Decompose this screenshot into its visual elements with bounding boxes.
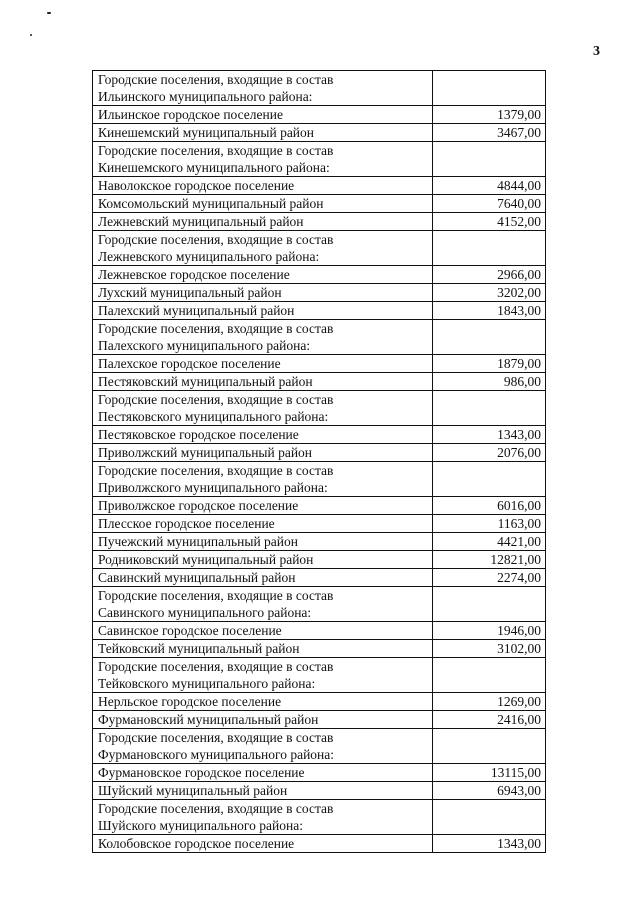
group-header-row: [93, 800, 546, 835]
row-name-line: Фурмановский муниципальный район: [98, 712, 319, 727]
row-name-cell: [93, 195, 433, 213]
table-row: [93, 711, 546, 729]
row-name-line: Колобовское городское поселение: [98, 836, 295, 851]
row-name-line: Шуйского муниципального района:: [98, 818, 303, 833]
group-header-row: [93, 729, 546, 764]
row-value-cell: 13115,00: [433, 764, 546, 782]
group-header-row: [93, 658, 546, 693]
row-name-cell: [93, 497, 433, 515]
table-row: [93, 640, 546, 658]
table-row: [93, 835, 546, 853]
row-name-line: Савинское городское поселение: [98, 623, 282, 638]
row-value-cell: [433, 71, 546, 106]
row-value-cell: 2966,00: [433, 266, 546, 284]
row-value-cell: 986,00: [433, 373, 546, 391]
row-name-line: Городские поселения, входящие в состав: [98, 588, 334, 603]
row-value-cell: 2416,00: [433, 711, 546, 729]
row-value-cell: [433, 587, 546, 622]
row-value-cell: 12821,00: [433, 551, 546, 569]
row-name-line: Палехский муниципальный район: [98, 303, 295, 318]
row-value-cell: [433, 391, 546, 426]
row-name-cell: [93, 658, 433, 693]
row-value-cell: [433, 320, 546, 355]
row-name-line: Ильинское городское поселение: [98, 107, 283, 122]
row-name-cell: [93, 622, 433, 640]
row-name-cell: [93, 551, 433, 569]
row-name-line: Городские поселения, входящие в состав: [98, 659, 334, 674]
group-header-row: [93, 71, 546, 106]
row-name-cell: [93, 320, 433, 355]
row-value-cell: 4421,00: [433, 533, 546, 551]
row-name-line: Фурмановское городское поселение: [98, 765, 305, 780]
row-name-line: Городские поселения, входящие в состав: [98, 463, 334, 478]
row-name-cell: [93, 106, 433, 124]
row-name-cell: [93, 835, 433, 853]
row-name-line: Родниковский муниципальный район: [98, 552, 314, 567]
row-name-line: Пестяковского муниципального района:: [98, 409, 329, 424]
row-name-line: Комсомольский муниципальный район: [98, 196, 324, 211]
row-name-cell: [93, 515, 433, 533]
row-name-line: Тейковского муниципального района:: [98, 676, 316, 691]
row-name-line: Нерльское городское поселение: [98, 694, 282, 709]
table-row: [93, 106, 546, 124]
row-name-line: Тейковский муниципальный район: [98, 641, 300, 656]
table-row: [93, 551, 546, 569]
row-name-cell: [93, 266, 433, 284]
row-name-cell: [93, 533, 433, 551]
row-name-line: Савинского муниципального района:: [98, 605, 312, 620]
row-name-line: Городские поселения, входящие в состав: [98, 72, 334, 87]
row-value-cell: [433, 658, 546, 693]
table-row: [93, 569, 546, 587]
table-row: [93, 622, 546, 640]
row-value-cell: 3467,00: [433, 124, 546, 142]
table-row: [93, 213, 546, 231]
table-row: [93, 355, 546, 373]
table-row: [93, 782, 546, 800]
row-name-line: Фурмановского муниципального района:: [98, 747, 335, 762]
row-name-line: Лежневское городское поселение: [98, 267, 290, 282]
group-header-row: [93, 231, 546, 266]
row-value-cell: 6016,00: [433, 497, 546, 515]
scan-mark: [30, 34, 32, 36]
table-row: [93, 764, 546, 782]
row-name-cell: [93, 177, 433, 195]
row-name-line: Приволжское городское поселение: [98, 498, 299, 513]
allocation-table: [92, 70, 546, 853]
row-name-line: Палехского муниципального района:: [98, 338, 311, 353]
table-body: [93, 71, 546, 853]
row-name-line: Лухский муниципальный район: [98, 285, 282, 300]
row-value-cell: 1163,00: [433, 515, 546, 533]
row-name-line: Городские поселения, входящие в состав: [98, 143, 334, 158]
table-row: [93, 124, 546, 142]
row-name-line: Городские поселения, входящие в состав: [98, 392, 334, 407]
group-header-row: [93, 587, 546, 622]
row-name-cell: [93, 124, 433, 142]
row-value-cell: 1843,00: [433, 302, 546, 320]
row-value-cell: 1343,00: [433, 835, 546, 853]
group-header-row: [93, 462, 546, 497]
table-row: [93, 195, 546, 213]
row-value-cell: 7640,00: [433, 195, 546, 213]
row-value-cell: [433, 231, 546, 266]
row-name-cell: [93, 355, 433, 373]
row-name-line: Савинский муниципальный район: [98, 570, 296, 585]
row-value-cell: 4844,00: [433, 177, 546, 195]
row-name-cell: [93, 231, 433, 266]
row-name-cell: [93, 764, 433, 782]
row-name-line: Ильинского муниципального района:: [98, 89, 313, 104]
row-value-cell: 4152,00: [433, 213, 546, 231]
row-name-cell: [93, 587, 433, 622]
table-row: [93, 266, 546, 284]
table-row: [93, 302, 546, 320]
table-row: [93, 444, 546, 462]
row-name-cell: [93, 640, 433, 658]
table-row: [93, 693, 546, 711]
row-value-cell: 1946,00: [433, 622, 546, 640]
row-name-cell: [93, 373, 433, 391]
row-name-line: Наволокское городское поселение: [98, 178, 295, 193]
row-name-cell: [93, 302, 433, 320]
row-name-line: Городские поселения, входящие в состав: [98, 730, 334, 745]
table-row: [93, 533, 546, 551]
row-name-line: Кинешемский муниципальный район: [98, 125, 315, 140]
row-name-cell: [93, 444, 433, 462]
row-name-line: Приволжского муниципального района:: [98, 480, 328, 495]
row-value-cell: 1269,00: [433, 693, 546, 711]
row-name-cell: [93, 426, 433, 444]
row-value-cell: 1879,00: [433, 355, 546, 373]
table-row: [93, 497, 546, 515]
row-value-cell: 2274,00: [433, 569, 546, 587]
table-row: [93, 177, 546, 195]
row-value-cell: 6943,00: [433, 782, 546, 800]
row-name-line: Пестяковское городское поселение: [98, 427, 299, 442]
row-value-cell: [433, 462, 546, 497]
row-value-cell: [433, 142, 546, 177]
row-name-cell: [93, 729, 433, 764]
row-value-cell: [433, 729, 546, 764]
row-name-line: Городские поселения, входящие в состав: [98, 801, 334, 816]
row-name-line: Приволжский муниципальный район: [98, 445, 313, 460]
table-row: [93, 284, 546, 302]
row-name-line: Палехское городское поселение: [98, 356, 281, 371]
row-name-cell: [93, 800, 433, 835]
row-name-cell: [93, 462, 433, 497]
row-value-cell: 3102,00: [433, 640, 546, 658]
group-header-row: [93, 391, 546, 426]
row-name-line: Пучежский муниципальный район: [98, 534, 298, 549]
row-name-line: Пестяковский муниципальный район: [98, 374, 313, 389]
row-name-line: Городские поселения, входящие в состав: [98, 321, 334, 336]
row-name-cell: [93, 693, 433, 711]
row-name-cell: [93, 284, 433, 302]
page-number: 3: [593, 44, 600, 59]
table-row: [93, 426, 546, 444]
row-value-cell: 3202,00: [433, 284, 546, 302]
row-name-cell: [93, 711, 433, 729]
row-name-line: Лежневского муниципального района:: [98, 249, 320, 264]
row-name-cell: [93, 71, 433, 106]
row-name-line: Городские поселения, входящие в состав: [98, 232, 334, 247]
group-header-row: [93, 142, 546, 177]
scan-mark: [47, 12, 51, 14]
row-name-line: Плесское городское поселение: [98, 516, 275, 531]
group-header-row: [93, 320, 546, 355]
row-name-cell: [93, 142, 433, 177]
row-name-line: Лежневский муниципальный район: [98, 214, 304, 229]
table-row: [93, 373, 546, 391]
row-name-cell: [93, 213, 433, 231]
row-value-cell: [433, 800, 546, 835]
row-value-cell: 1379,00: [433, 106, 546, 124]
row-name-line: Шуйский муниципальный район: [98, 783, 288, 798]
row-name-cell: [93, 782, 433, 800]
row-value-cell: 1343,00: [433, 426, 546, 444]
row-value-cell: 2076,00: [433, 444, 546, 462]
row-name-cell: [93, 391, 433, 426]
row-name-cell: [93, 569, 433, 587]
row-name-line: Кинешемского муниципального района:: [98, 160, 330, 175]
table-row: [93, 515, 546, 533]
